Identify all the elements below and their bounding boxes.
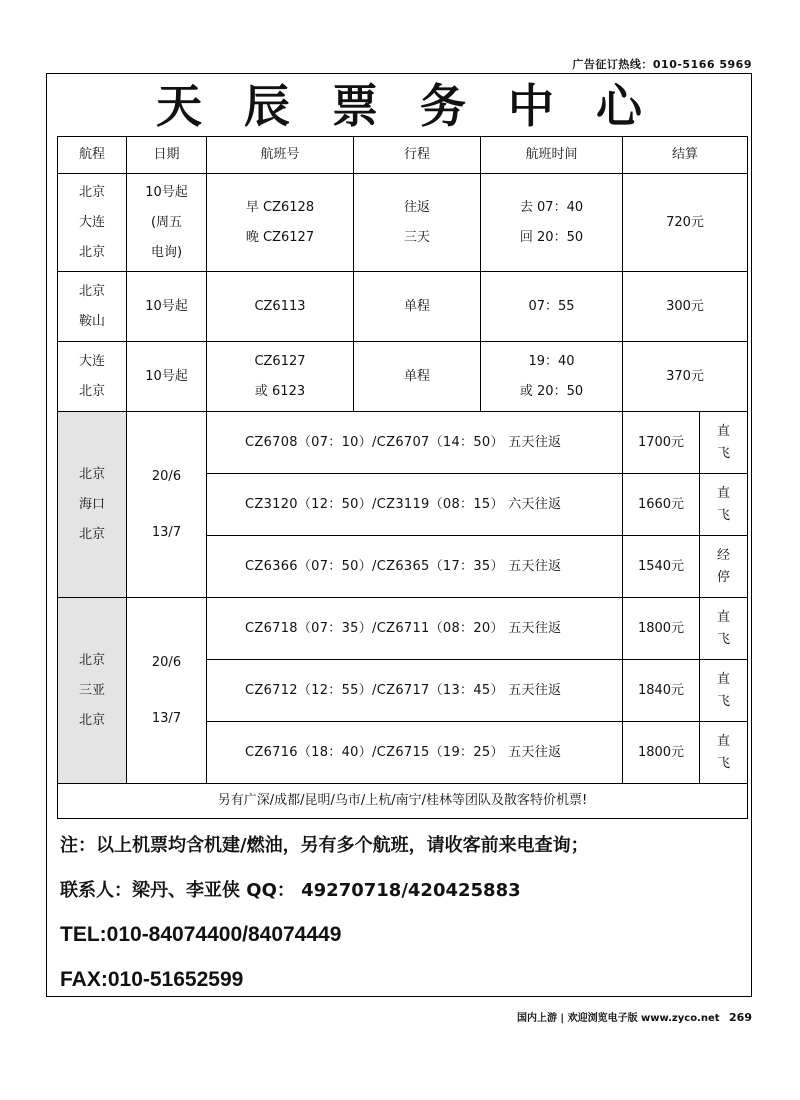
flight-type-cell: 直 飞 [700, 474, 748, 536]
route-cell: 北京 海口 北京 [58, 412, 127, 598]
table-footer-row [58, 784, 748, 819]
table-row [58, 272, 748, 342]
date-cell: 10号起 [127, 272, 207, 342]
flight-detail-cell: CZ6718（07：35）/CZ6711（08：20） 五天往返 [207, 598, 623, 660]
route-cell: 大连 北京 [58, 342, 127, 412]
time-cell: 07：55 [481, 272, 623, 342]
flight-type-cell: 直 飞 [700, 660, 748, 722]
route-cell: 北京 大连 北京 [58, 174, 127, 272]
flight-type-cell: 经 停 [700, 536, 748, 598]
flight-type-cell: 直 飞 [700, 412, 748, 474]
flight-detail-cell: CZ3120（12：50）/CZ3119（08：15） 六天往返 [207, 474, 623, 536]
flight-cell: CZ6113 [207, 272, 354, 342]
header-flight: 航班号 [207, 137, 354, 174]
date-cell: 20/6 13/7 [127, 598, 207, 784]
trip-cell: 单程 [354, 342, 481, 412]
agency-title: 天辰票务中心 [156, 79, 684, 133]
trip-cell: 单程 [354, 272, 481, 342]
flight-cell: 早 CZ6128 晚 CZ6127 [207, 174, 354, 272]
date-cell: 20/6 13/7 [127, 412, 207, 598]
route-cell: 北京 鞍山 [58, 272, 127, 342]
flight-type-cell: 直 飞 [700, 722, 748, 784]
price-cell: 1800元 [623, 722, 700, 784]
date-cell: 10号起 [127, 342, 207, 412]
table-row [58, 174, 748, 272]
header-price: 结算 [623, 137, 748, 174]
price-cell: 1540元 [623, 536, 700, 598]
fare-note: 注：以上机票均含机建/燃油，另有多个航班，请收客前来电查询； [60, 835, 589, 856]
price-cell: 720元 [623, 174, 748, 272]
header-date: 日期 [127, 137, 207, 174]
price-cell: 300元 [623, 272, 748, 342]
contact-info: 联系人：梁丹、李亚侠 QQ： 49270718/420425883 [60, 880, 521, 901]
special-offer-note: 另有广深/成都/昆明/乌市/上杭/南宁/桂林等团队及散客特价机票! [58, 784, 748, 819]
fax-number: FAX:010-51652599 [60, 968, 244, 991]
page-number: 269 [729, 1011, 752, 1024]
flight-detail-cell: CZ6712（12：55）/CZ6717（13：45） 五天往返 [207, 660, 623, 722]
header-time: 航班时间 [481, 137, 623, 174]
page-footer [517, 1009, 752, 1024]
price-cell: 1840元 [623, 660, 700, 722]
flight-cell: CZ6127 或 6123 [207, 342, 354, 412]
telephone: TEL:010-84074400/84074449 [60, 923, 342, 946]
time-cell: 19：40 或 20：50 [481, 342, 623, 412]
flight-detail-cell: CZ6708（07：10）/CZ6707（14：50） 五天往返 [207, 412, 623, 474]
flight-detail-cell: CZ6716（18：40）/CZ6715（19：25） 五天往返 [207, 722, 623, 784]
footer-section: 国内上游 | 欢迎浏览电子版 www.zyco.net [516, 1013, 720, 1024]
date-cell: 10号起 (周五 电询) [127, 174, 207, 272]
table-row [58, 342, 748, 412]
time-cell: 去 07：40 回 20：50 [481, 174, 623, 272]
price-cell: 1700元 [623, 412, 700, 474]
header-trip: 行程 [354, 137, 481, 174]
header-route: 航程 [58, 137, 127, 174]
ad-hotline: 广告征订热线：010-5166 5969 [572, 58, 752, 71]
table-row [58, 598, 748, 660]
table-row [58, 412, 748, 474]
price-cell: 370元 [623, 342, 748, 412]
trip-cell: 往返 三天 [354, 174, 481, 272]
fare-table [57, 136, 748, 819]
price-cell: 1660元 [623, 474, 700, 536]
price-cell: 1800元 [623, 598, 700, 660]
flight-type-cell: 直 飞 [700, 598, 748, 660]
table-header-row [58, 137, 748, 174]
route-cell: 北京 三亚 北京 [58, 598, 127, 784]
flight-detail-cell: CZ6366（07：50）/CZ6365（17：35） 五天往返 [207, 536, 623, 598]
